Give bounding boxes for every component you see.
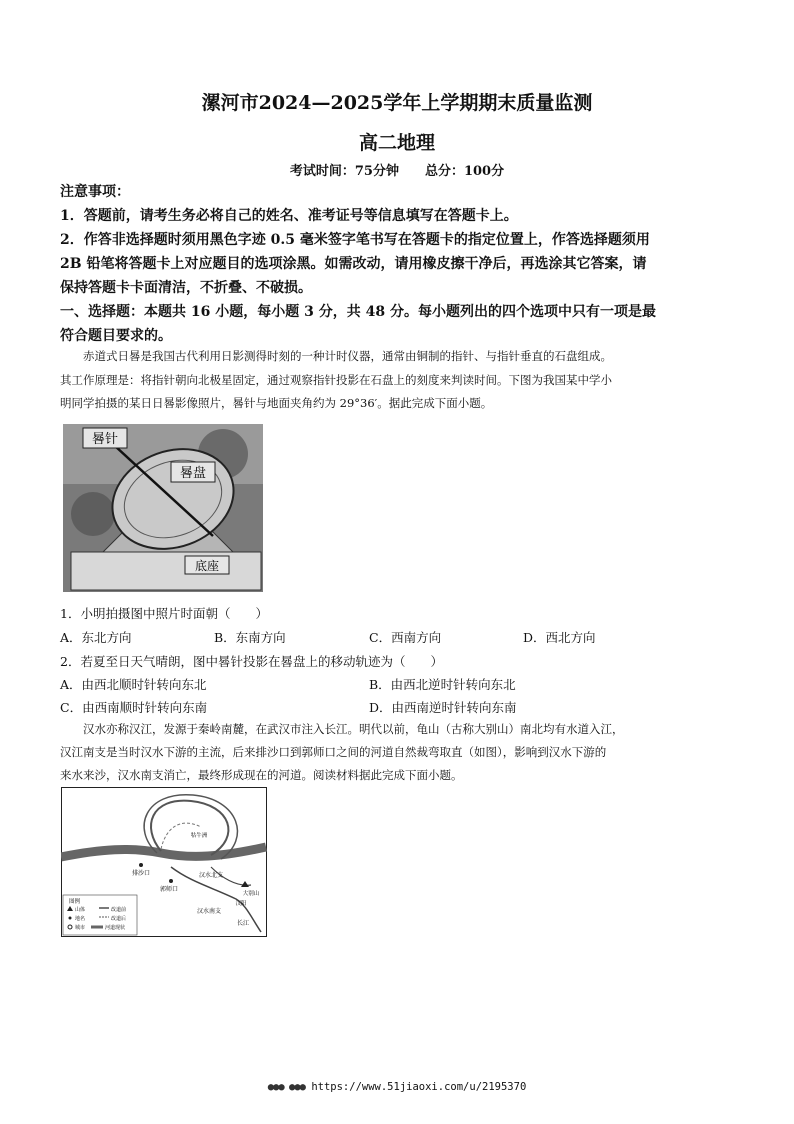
passage1-line-1: 赤道式日晷是我国古代利用日影测得时刻的一种计时仪器，通常由铜制的指针、与指针垂直的石盘组成。 [60,349,612,363]
footer-url[interactable]: https://www.51jiaoxi.com/u/2195370 [311,1081,527,1093]
q1-option-a: A．东北方向 [60,630,132,645]
map-legend-current: 河道现状 [105,925,126,931]
section-heading-line-1: 一、选择题：本题共 16 小题，每小题 3 分，共 48 分。每小题列出的四个选项中只有一项是最 [60,304,656,320]
footer [0,1081,794,1093]
map-legend-before: 改道前 [111,907,127,913]
river-map-drawing [61,787,267,937]
q2-stem: 2．若夏至日天气晴朗，图中晷针投影在晷盘上的移动轨迹为（ ） [60,654,443,669]
map-place-north: 汉水北支 [198,872,224,879]
passage2-line-1: 汉水亦称汉江，发源于秦岭南麓，在武汉市注入长江。明代以前，龟山（古称大别山）南北均有水道入江， [60,722,624,736]
map-place-hanyang: 汉阳 [235,901,247,907]
map-legend-city: 城市 [75,925,86,931]
section-heading-line-2: 符合题目要求的。 [60,328,172,344]
map-place-changjiang: 长江 [236,920,250,927]
footer-dots: ●●● ●●● [267,1081,305,1093]
map-place-niutou: 牯牛洲 [190,833,208,839]
q1-option-b: B．东南方向 [214,630,286,645]
label-dial: 晷盘 [179,466,207,481]
passage2-line-2: 汉江南支是当时汉水下游的主流，后来排沙口到郭师口之间的河道自然裁弯取直（如图），影响到汉水下游的 [60,745,607,759]
q1-stem: 1．小明拍摄图中照片时面朝（ ） [60,606,268,621]
sundial-photo [63,424,263,592]
q2-option-a: A．由西北顺时针转向东北 [60,677,207,692]
map-place-south: 汉水南支 [196,908,222,915]
notice-item-2-line-1: 2．作答非选择题时须用黑色字迹 0.5 毫米签字笔书写在答题卡的指定位置上，作答选择题须用 [60,232,650,248]
map-place-dabie: 大别山 [242,891,260,897]
notice-heading: 注意事项： [60,184,130,200]
notice-item-1: 1．答题前，请考生务必将自己的姓名、准考证号等信息填写在答题卡上。 [60,208,518,224]
q1-option-d: D．西北方向 [523,630,596,645]
label-base: 底座 [194,559,220,573]
label-needle: 晷针 [91,432,119,447]
q2-option-b: B．由西北逆时针转向东北 [369,677,516,692]
map-legend-mountain: 山体 [75,907,86,913]
map-legend-after: 改道后 [111,916,127,922]
q2-option-c: C．由西南顺时针转向东南 [60,700,208,715]
river-map [61,787,267,937]
map-place-guoshikou: 郭师口 [159,886,179,893]
notice-item-2-line-2: 2B 铅笔将答题卡上对应题目的选项涂黑。如需改动，请用橡皮擦干净后，再选涂其它答案，请 [60,256,647,272]
exam-title: 漯河市2024—2025学年上学期期末质量监测 [201,92,593,114]
map-place-paishakou: 排沙口 [131,870,151,877]
passage1-line-3: 明同学拍摄的某日日晷影像照片，晷针与地面夹角约为 29°36′。据此完成下面小题。 [60,396,493,410]
map-legend-title: 图例 [69,899,81,905]
passage2-line-3: 来水来沙，汉水南支消亡，最终形成现在的河道。阅读材料据此完成下面小题。 [60,768,463,782]
q2-option-d: D．由西南逆时针转向东南 [369,700,517,715]
map-legend-place: 地名 [75,916,86,922]
q1-option-c: C．西南方向 [369,630,442,645]
notice-item-2-line-3: 保持答题卡卡面清洁，不折叠、不破损。 [60,280,312,296]
sundial-photo-drawing [63,424,263,592]
exam-info: 考试时间：75分钟 总分：100分 [289,164,505,179]
passage1-line-2: 其工作原理是：将指针朝向北极星固定，通过观察指针投影在石盘上的刻度来判读时间。下图为我国某中学小 [60,373,612,387]
subject-title: 高二地理 [358,132,435,154]
